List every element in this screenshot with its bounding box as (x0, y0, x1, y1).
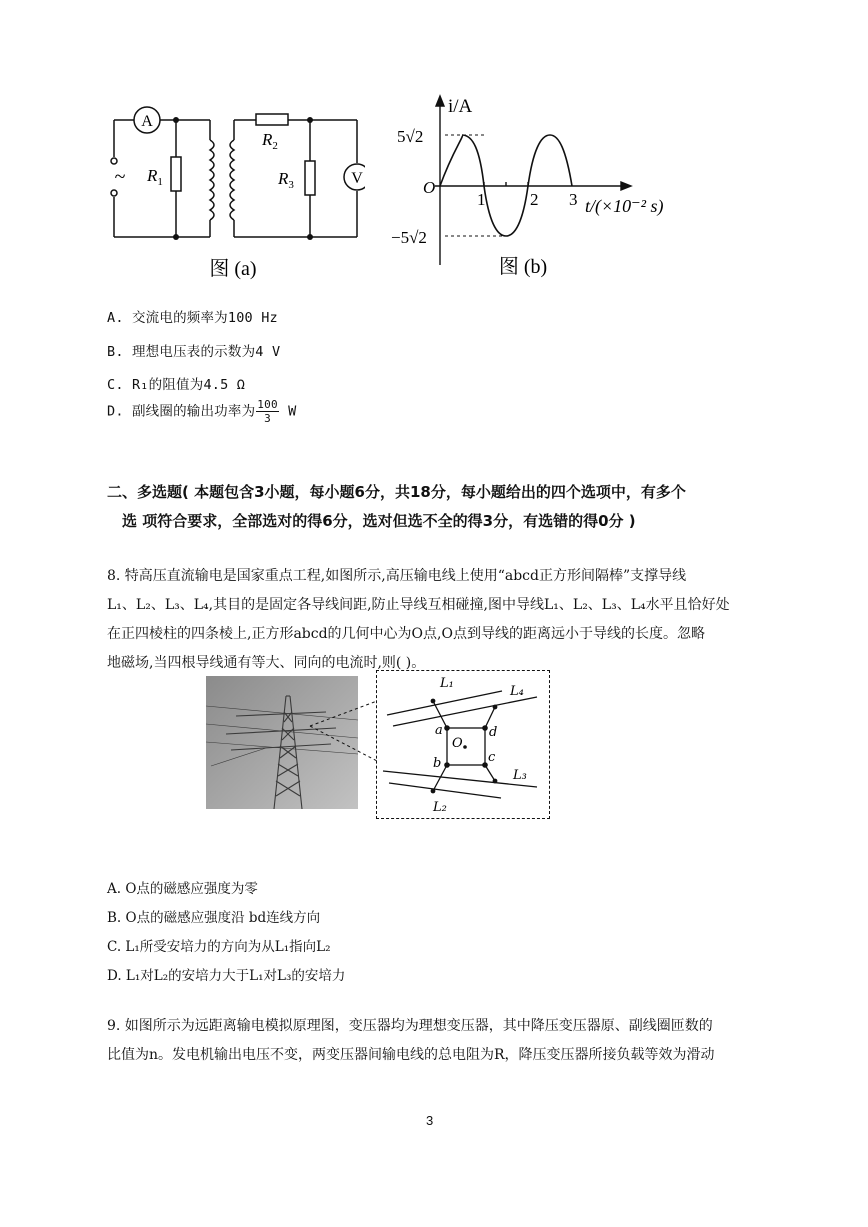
r2-label: $R_2$ (262, 130, 278, 152)
label-l3: L₃ (513, 768, 527, 783)
q8-line4: 地磁场,当四根导线通有等大、同向的电流时,则( )。 (107, 655, 426, 671)
figure-b-caption: 图 (b) (498, 256, 548, 278)
y-max-label: 5√2 (397, 127, 424, 146)
q7-option-b: B. 理想电压表的示数为4 V (107, 344, 281, 360)
label-l4: L₄ (510, 684, 524, 699)
ammeter-label: A (141, 113, 153, 130)
figure-b-graph (385, 90, 715, 285)
page-number: 3 (426, 1113, 434, 1128)
q8-option-c: C. L₁所受安培力的方向为从L₁指向L₂ (107, 939, 331, 955)
y-min-label: −5√2 (391, 228, 427, 247)
spacer-diagram (376, 670, 550, 819)
fraction: $\frac{100}{3}$ (257, 398, 278, 425)
ac-source-symbol: ~ (114, 166, 126, 188)
y-axis-label: i/A (448, 96, 473, 117)
figure-a-caption: 图 (a) (209, 258, 257, 280)
q8-line1: 8. 特高压直流输电是国家重点工程,如图所示,高压输电线上使用“abcd正方形间隔棒”支撑导线 (107, 568, 687, 584)
q7-option-c: C. R₁的阻值为4.5 Ω (107, 377, 246, 393)
q8-line3: 在正四棱柱的四条棱上,正方形abcd的几何中心为O点,O点到导线的距离远小于导线的长度。忽略 (107, 626, 705, 642)
q8-option-a: A. O点的磁感应强度为零 (107, 881, 258, 897)
q8-line2: L₁、L₂、L₃、L₄,其目的是固定各导线间距,防止导线互相碰撞,图中导线L₁、L₂、L₃、L₄水平且恰好处 (107, 597, 730, 613)
label-d: d (489, 725, 498, 740)
q8-option-d: D. L₁对L₂的安培力大于L₁对L₃的安培力 (107, 968, 346, 984)
section-heading-line2: 选 项符合要求，全部选对的得6分，选对但选不全的得3分，有选错的得0分 ) (122, 512, 636, 530)
voltmeter-label: V (351, 170, 363, 187)
circuit-diagram (100, 95, 365, 285)
leader-lines (300, 676, 380, 766)
q9-line2: 比值为n。发电机输出电压不变，两变压器间输电线的总电阻为R，降压变压器所接负载等效为滑动 (107, 1047, 715, 1063)
label-o: O (452, 736, 463, 751)
label-l2: L₂ (433, 800, 447, 815)
tick-2-label: 2 (530, 190, 539, 209)
current-time-graph (385, 90, 715, 285)
label-l1: L₁ (440, 676, 454, 691)
figure-a-circuit (100, 95, 365, 285)
label-a: a (435, 723, 443, 738)
q9-line1: 9. 如图所示为远距离输电模拟原理图，变压器均为理想变压器，其中降压变压器原、副线圈匝数的 (107, 1018, 713, 1034)
r3-label: $R_3$ (278, 169, 294, 191)
section-heading-line1: 二、多选题( 本题包含3小题，每小题6分，共18分，每小题给出的四个选项中，有多个 (107, 483, 686, 501)
x-axis-label: t/(×10⁻² s) (585, 196, 664, 216)
q7-option-d: D. 副线圈的输出功率为 $\frac{100}{3}$ W (107, 398, 297, 425)
conductor-spacer-diagram (377, 671, 549, 818)
origin-label: O (423, 178, 436, 197)
label-b: b (433, 756, 442, 771)
r1-label: $R_1$ (147, 166, 163, 188)
q8-option-b: B. O点的磁感应强度沿 bd连线方向 (107, 910, 321, 926)
label-c: c (488, 750, 496, 765)
q7-option-a: A. 交流电的频率为100 Hz (107, 310, 278, 326)
tick-3-label: 3 (569, 190, 578, 209)
tick-1-label: 1 (477, 190, 486, 209)
